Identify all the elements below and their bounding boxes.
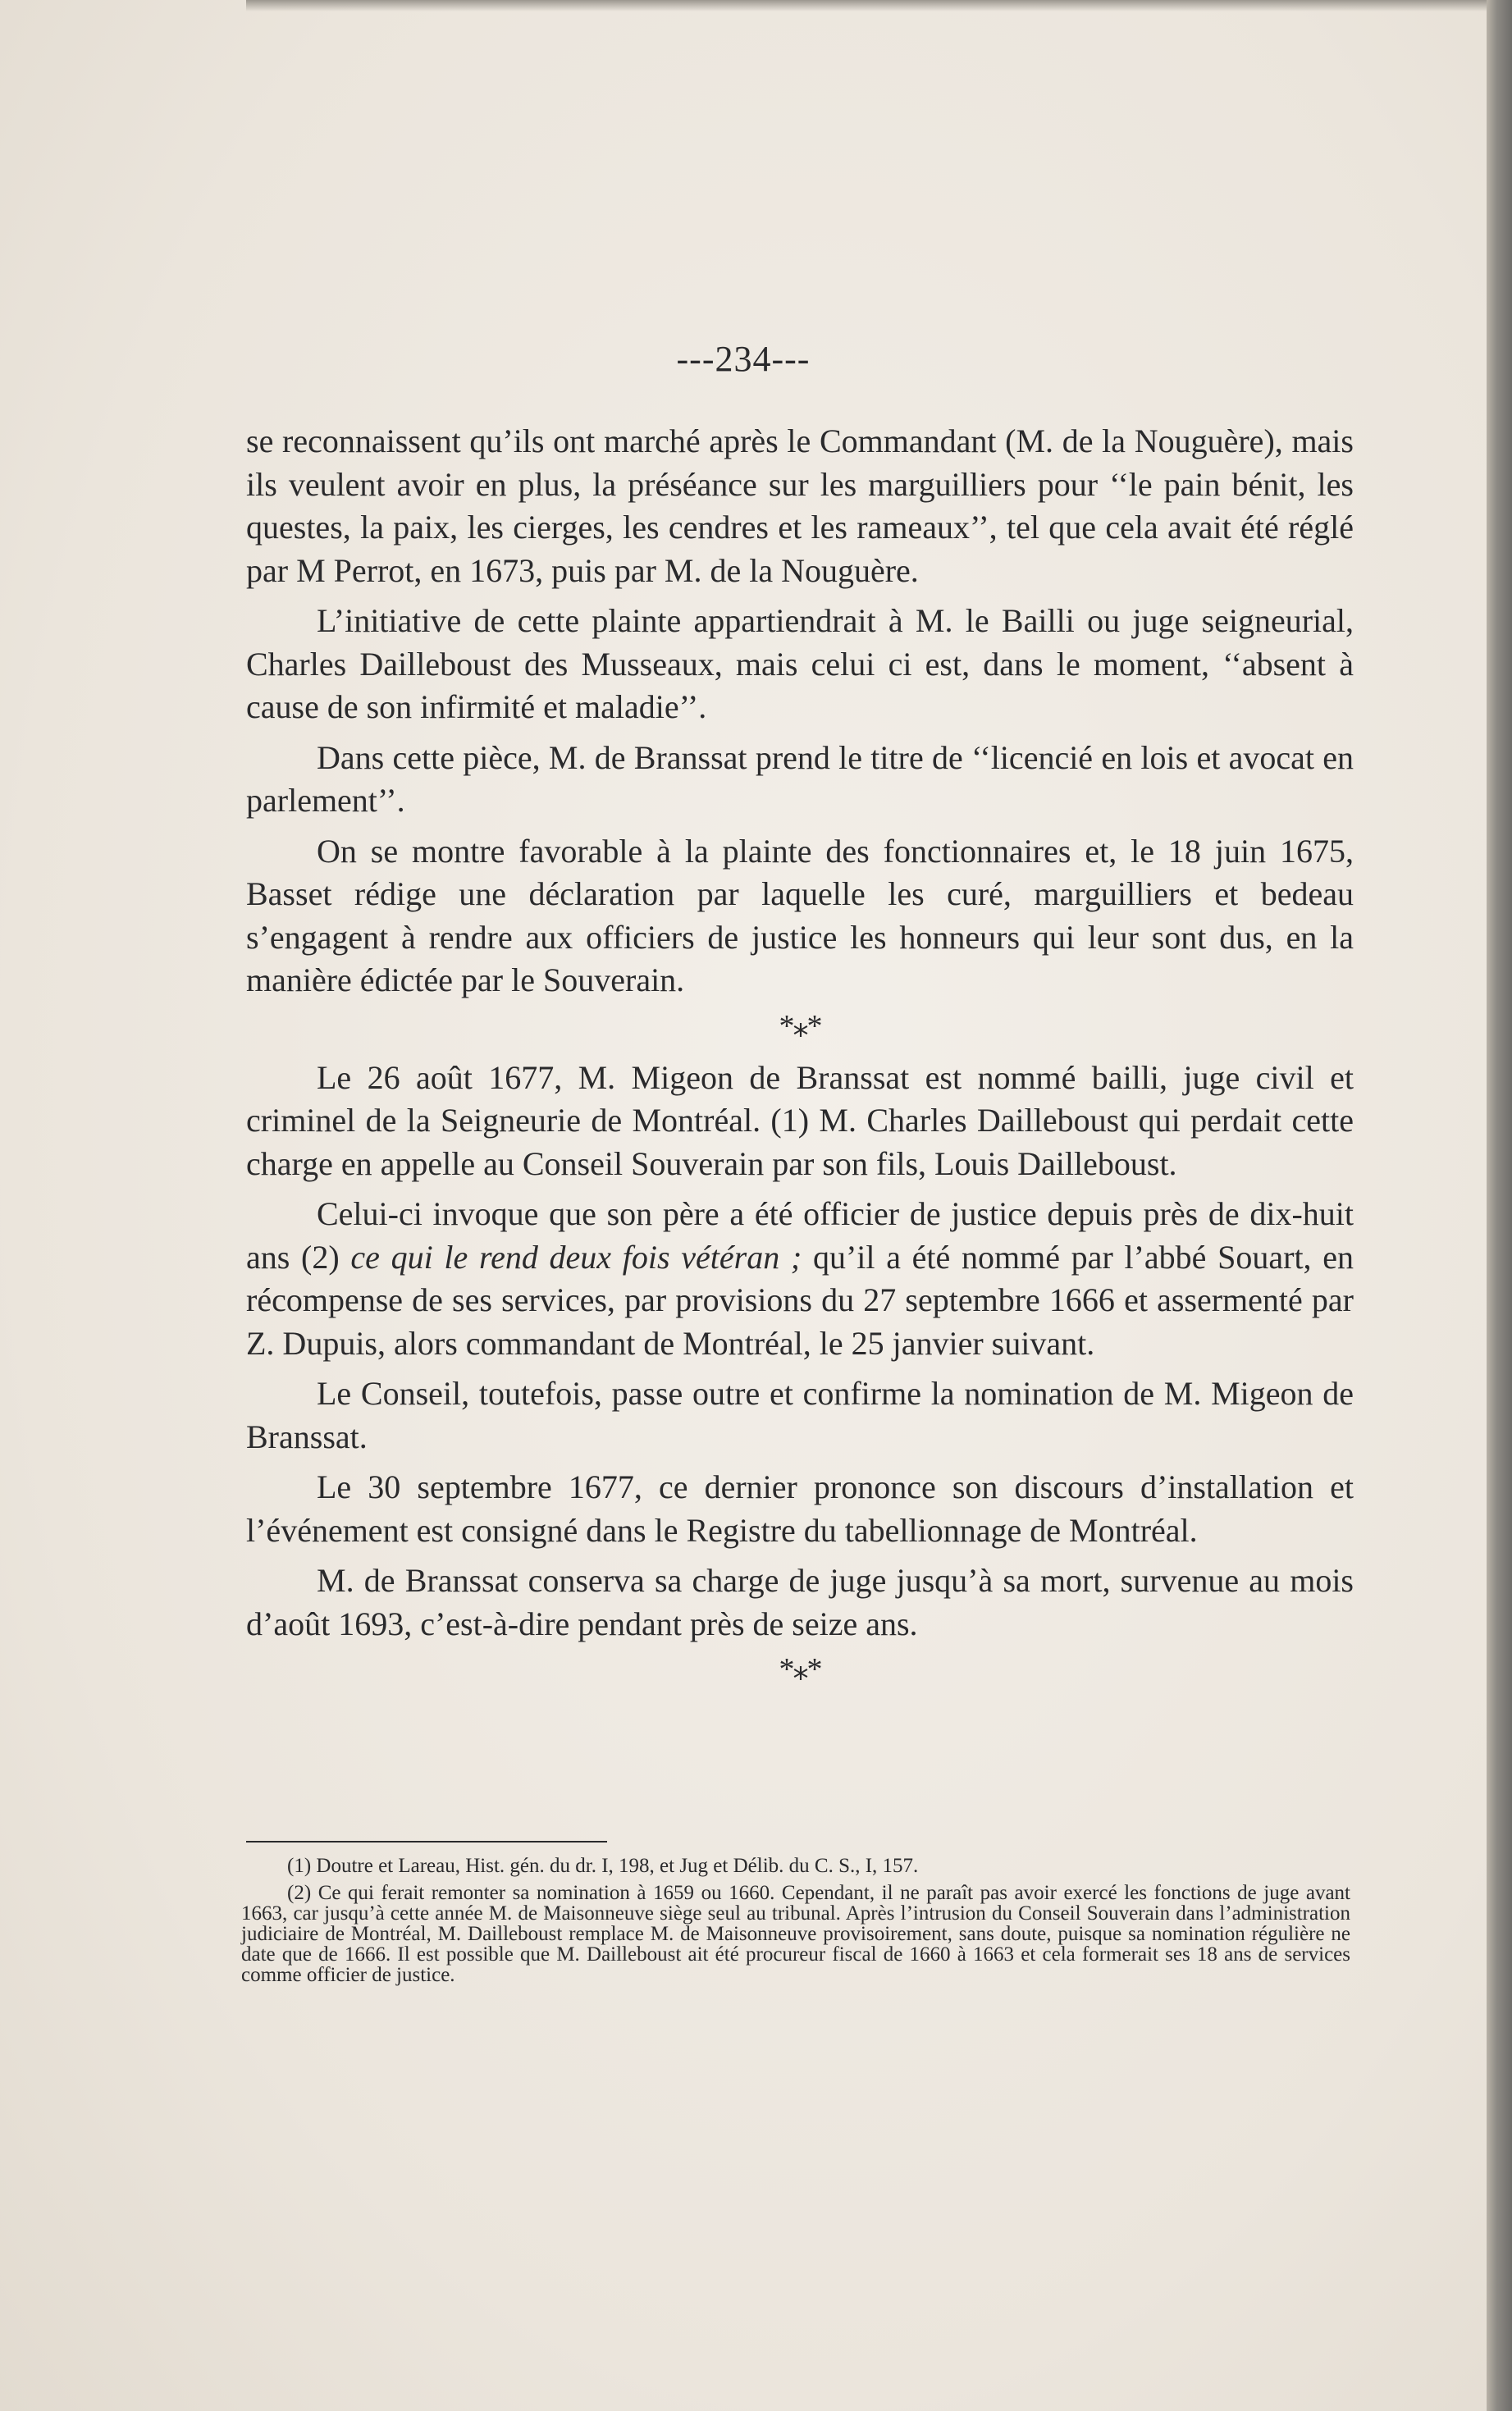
body-text	[246, 420, 1354, 1700]
paragraph-1: se reconnaissent qu’ils ont marché après le Commandant (M. de la Nouguère), mais ils veulent avoir en plus, la préséance sur les marguilliers pour ‘‘le pain bénit, les questes, la paix, les cierges, les cendres et les rameaux’’, tel que cela avait été réglé par M Perrot, en 1673, puis par M. de la Nouguère.	[246, 422, 1354, 589]
footnote-divider	[246, 1841, 607, 1842]
paragraph-8: Le 30 septembre 1677, ce dernier prononce son discours d’installation et l’événement est consigné dans le Registre du tabellionnage de Montréal.	[246, 1468, 1354, 1549]
asterism-2: *⁎*	[779, 1652, 821, 1687]
paragraph-5: Le 26 août 1677, M. Migeon de Branssat est nommé bailli, juge civil et criminel de la Seigneurie de Montréal. (1) M. Charles Dailleboust qui perdait cette charge en appelle au Conseil Souverain par son fils, Louis Dailleboust.	[246, 1058, 1354, 1182]
paragraph-6-end: qu’il a été nommé par l’abbé Souart, en récompense de ses services, par provisions du 27 septembre 1666 et assermenté par Z. Dupuis, alors commandant de Montréal, le 25 janvier suivant.	[246, 1238, 1354, 1362]
paragraph-4: On se montre favorable à la plainte des fonctionnaires et, le 18 juin 1675, Basset rédige une déclaration par laquelle les curé, marguilliers et bedeau s’engagent à rendre aux officiers de justice les honneurs qui leur sont dus, en la manière édictée par le Souverain.	[246, 832, 1354, 998]
paragraph-2: L’initiative de cette plainte appartiendrait à M. le Bailli ou juge seigneurial, Charles Dailleboust des Musseaux, mais celui ci est, dans le moment, ‘‘absent à cause de son infirmité et maladie’’.	[246, 602, 1354, 725]
top-shadow	[246, 0, 1512, 11]
paragraph-9: M. de Branssat conserva sa charge de juge jusqu’à sa mort, survenue au mois d’août 1693, c’est-à-dire pendant près de seize ans.	[246, 1562, 1354, 1642]
footnotes	[241, 1856, 1350, 1992]
paragraph-6-start: Celui-ci invoque que son père a été officier de justice depuis près de dix-huit ans (2)	[246, 1195, 1354, 1276]
paragraph-6-italic: ce qui le rend deux fois vétéran ;	[350, 1238, 802, 1276]
asterism-1: *⁎*	[779, 1008, 821, 1043]
footnote-1: (1) Doutre et Lareau, Hist. gén. du dr. I, 198, et Jug et Délib. du C. S., I, 157.	[287, 1855, 919, 1877]
footnote-2: (2) Ce qui ferait remonter sa nomination à 1659 ou 1660. Cependant, il ne paraît pas avoir exercé les fonctions de juge avant 1663, car jusqu’à cette année M. de Maisonneuve siège seul au tribunal. Après l’intrusion du Conseil Souverain dans l’administration judiciaire de Montréal, M. Dailleboust remplace M. de Maisonneuve provisoirement, sans doute, puisque sa nomination régulière ne date que de 1666. Il est possible que M. Dailleboust ait été procureur fiscal de 1660 à 1663 et cela formerait ses 18 ans de services comme officier de justice.	[241, 1882, 1350, 1986]
page-edge	[1487, 0, 1512, 2411]
paragraph-7: Le Conseil, toutefois, passe outre et confirme la nomination de M. Migeon de Branssat.	[246, 1375, 1354, 1455]
paragraph-6	[246, 1193, 1354, 1365]
page-number: ---234---	[676, 339, 811, 379]
paragraph-3: Dans cette pièce, M. de Branssat prend le titre de ‘‘licencié en lois et avocat en parlement’’.	[246, 738, 1354, 819]
